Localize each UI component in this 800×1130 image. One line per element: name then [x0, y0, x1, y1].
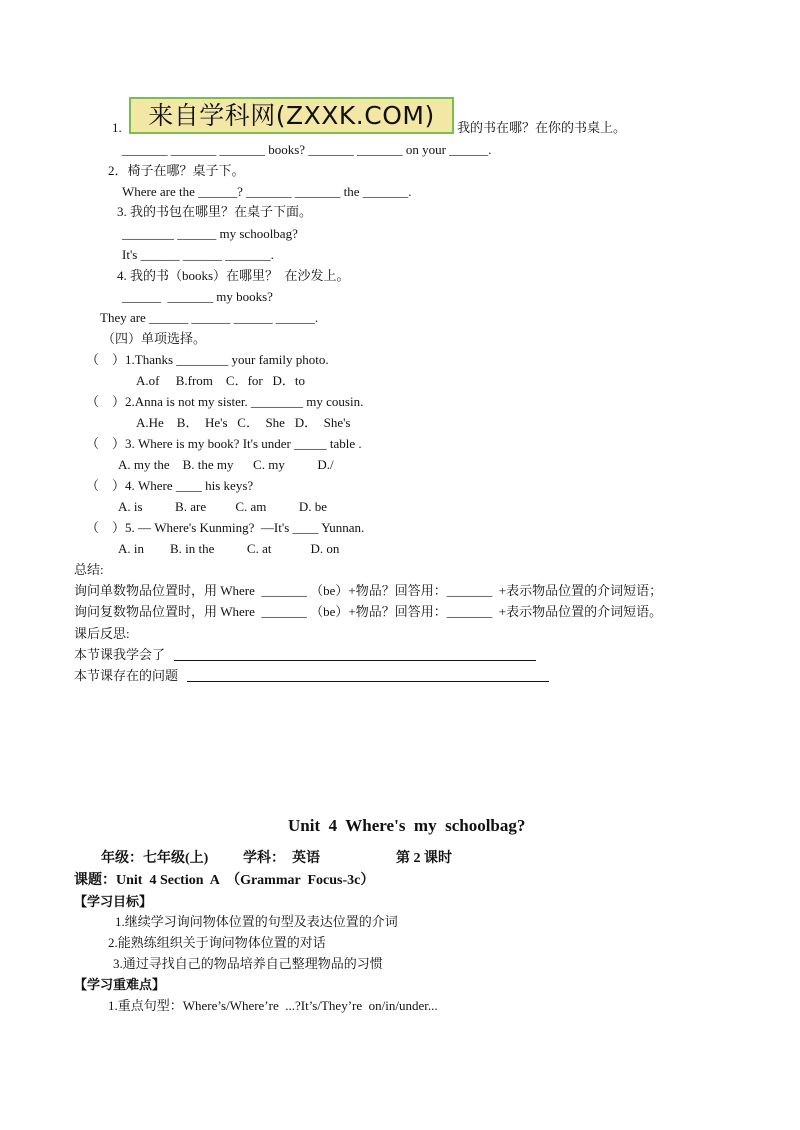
- q3-chinese: 3. 我的书包在哪里？在桌子下面。: [117, 204, 313, 219]
- summary-line-1: 询问单数物品位置时，用 Where _______ （be）+物品？回答用：_______ +表示物品位置的介词短语；: [74, 583, 663, 598]
- goal-item-2: 2.能熟练组织关于询问物体位置的对话: [108, 935, 326, 950]
- q2-english: Where are the ______? _______ _______ the _______.: [122, 184, 412, 199]
- subject-label: 学科： 英语: [243, 851, 320, 866]
- watermark-logo: 来自学科网(ZXXK.COM): [129, 97, 454, 134]
- learned-answer-line: [174, 660, 536, 661]
- mc-options-5: A. in B. in the C. at D. on: [118, 541, 340, 556]
- q1-number: 1.: [112, 120, 122, 135]
- q3-english-2: It's ______ ______ _______.: [122, 247, 274, 262]
- summary-line-2: 询问复数物品位置时，用 Where _______ （be）+物品？回答用：_______ +表示物品位置的介词短语。: [74, 604, 663, 619]
- summary-label: 总结:: [74, 562, 104, 577]
- reflection-problems-label: 本节课存在的问题: [74, 668, 179, 683]
- goal-item-3: 3.通过寻找自己的物品培养自己整理物品的习惯: [113, 956, 383, 971]
- goal-item-1: 1.继续学习询问物体位置的句型及表达位置的介词: [115, 914, 398, 929]
- mc-question-2: （ ）2.Anna is not my sister. ________ my cousin.: [86, 394, 364, 409]
- mc-options-2: A.He B． He's C． She D． She's: [136, 415, 351, 430]
- q4-chinese: 4. 我的书（books）在哪里？ 在沙发上。: [117, 268, 350, 283]
- keypoint-item-1: 1.重点句型：Where’s/Where’re ...?It’s/They’re on/in/under...: [108, 998, 438, 1013]
- mc-question-4: （ ）4. Where ____ his keys?: [86, 478, 254, 493]
- reflection-learned-label: 本节课我学会了: [74, 647, 166, 662]
- q1-chinese: 我的书在哪？在你的书桌上。: [457, 120, 627, 135]
- problems-answer-line: [187, 681, 549, 682]
- mc-question-1: （ ）1.Thanks ________ your family photo.: [86, 352, 329, 367]
- reflection-label: 课后反思:: [74, 626, 130, 641]
- mc-question-5: （ ）5. — Where's Kunming? —It's ____ Yunnan.: [86, 520, 365, 535]
- q3-english-1: ________ ______ my schoolbag?: [122, 226, 298, 241]
- mc-options-3: A. my the B. the my C. my D./: [118, 457, 334, 472]
- lesson-topic: 课题：Unit 4 Section A （Grammar Focus-3c）: [74, 873, 375, 888]
- mc-options-4: A. is B. are C. am D. be: [118, 499, 328, 514]
- q1-english: _______ _______ _______ books? _______ _______ on your ______.: [122, 142, 492, 157]
- mc-options-1: A.of B.from C．for D．to: [136, 373, 305, 388]
- mc-question-3: （ ）3. Where is my book? It's under _____ table .: [86, 436, 362, 451]
- q4-english-2: They are ______ ______ ______ ______.: [100, 310, 319, 325]
- keypoints-heading: 【学习重难点】: [74, 977, 166, 992]
- section4-heading: （四）单项选择。: [102, 331, 207, 346]
- period-label: 第 2 课时: [396, 851, 452, 866]
- unit-title: Unit 4 Where's my schoolbag?: [288, 816, 526, 835]
- q4-english-1: ______ _______ my books?: [122, 289, 273, 304]
- goals-heading: 【学习目标】: [74, 894, 153, 909]
- grade-label: 年级：七年级(上): [101, 851, 209, 866]
- q2-chinese: 2．椅子在哪？桌子下。: [108, 163, 245, 178]
